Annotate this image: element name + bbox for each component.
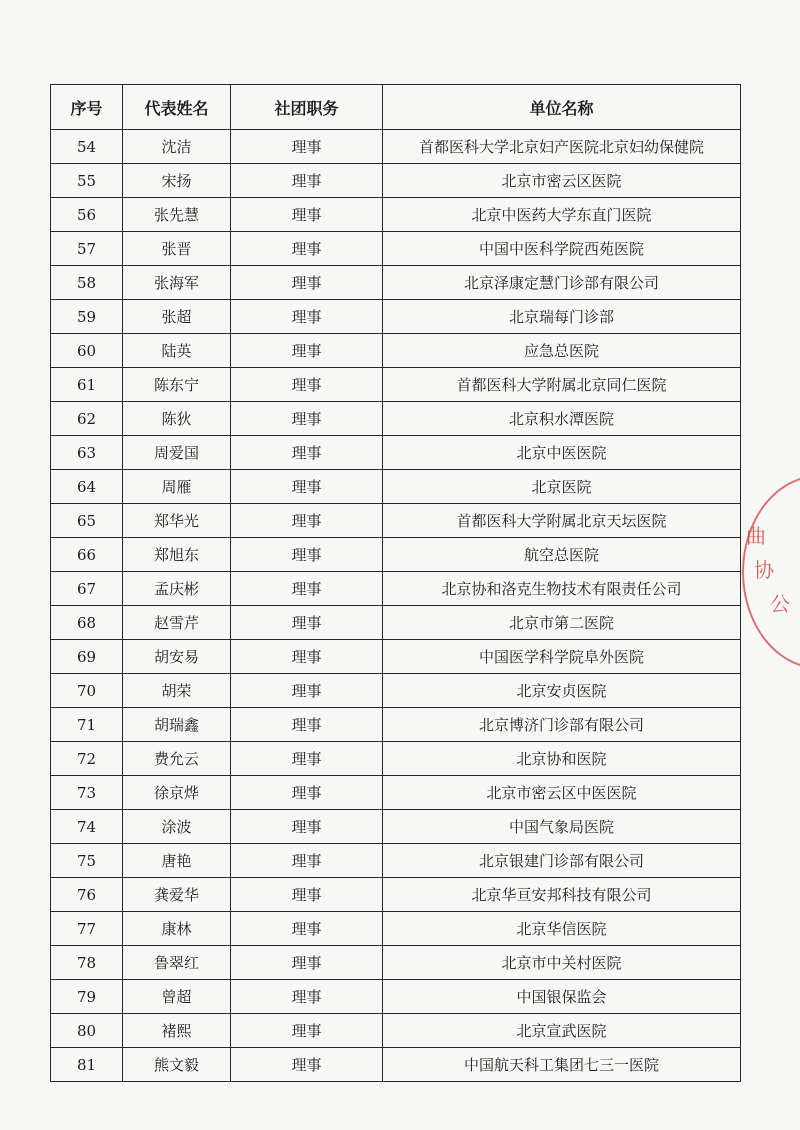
cell-serial-number: 55 xyxy=(51,164,123,198)
cell-society-position: 理事 xyxy=(231,436,383,470)
table-row xyxy=(51,946,741,980)
cell-representative-name: 张先慧 xyxy=(123,198,231,232)
cell-serial-number: 67 xyxy=(51,572,123,606)
cell-serial-number: 69 xyxy=(51,640,123,674)
table-row xyxy=(51,198,741,232)
cell-society-position: 理事 xyxy=(231,538,383,572)
table-row xyxy=(51,334,741,368)
cell-society-position: 理事 xyxy=(231,776,383,810)
cell-representative-name: 徐京烨 xyxy=(123,776,231,810)
cell-serial-number: 71 xyxy=(51,708,123,742)
cell-serial-number: 65 xyxy=(51,504,123,538)
cell-society-position: 理事 xyxy=(231,504,383,538)
header-society-position: 社团职务 xyxy=(231,85,383,130)
cell-organization-name: 北京医院 xyxy=(383,470,741,504)
cell-serial-number: 61 xyxy=(51,368,123,402)
table-row xyxy=(51,742,741,776)
cell-society-position: 理事 xyxy=(231,878,383,912)
cell-society-position: 理事 xyxy=(231,198,383,232)
cell-society-position: 理事 xyxy=(231,164,383,198)
cell-organization-name: 首都医科大学北京妇产医院北京妇幼保健院 xyxy=(383,130,741,164)
cell-serial-number: 54 xyxy=(51,130,123,164)
cell-organization-name: 北京积水潭医院 xyxy=(383,402,741,436)
cell-representative-name: 郑旭东 xyxy=(123,538,231,572)
cell-representative-name: 孟庆彬 xyxy=(123,572,231,606)
table-row xyxy=(51,640,741,674)
cell-organization-name: 中国航天科工集团七三一医院 xyxy=(383,1048,741,1082)
cell-organization-name: 中国气象局医院 xyxy=(383,810,741,844)
cell-representative-name: 张晋 xyxy=(123,232,231,266)
cell-serial-number: 64 xyxy=(51,470,123,504)
cell-society-position: 理事 xyxy=(231,368,383,402)
table-row xyxy=(51,368,741,402)
cell-society-position: 理事 xyxy=(231,1014,383,1048)
cell-organization-name: 应急总医院 xyxy=(383,334,741,368)
table-row xyxy=(51,708,741,742)
cell-organization-name: 北京市密云区中医医院 xyxy=(383,776,741,810)
cell-society-position: 理事 xyxy=(231,844,383,878)
cell-representative-name: 陈狄 xyxy=(123,402,231,436)
table-row xyxy=(51,844,741,878)
cell-serial-number: 56 xyxy=(51,198,123,232)
cell-society-position: 理事 xyxy=(231,266,383,300)
table-row xyxy=(51,1014,741,1048)
cell-society-position: 理事 xyxy=(231,606,383,640)
cell-serial-number: 63 xyxy=(51,436,123,470)
cell-organization-name: 北京银建门诊部有限公司 xyxy=(383,844,741,878)
cell-representative-name: 褚熙 xyxy=(123,1014,231,1048)
table-row xyxy=(51,266,741,300)
cell-representative-name: 陈东宁 xyxy=(123,368,231,402)
table-header-row xyxy=(51,85,741,130)
table-row xyxy=(51,436,741,470)
table-row xyxy=(51,130,741,164)
cell-representative-name: 胡荣 xyxy=(123,674,231,708)
cell-representative-name: 赵雪芹 xyxy=(123,606,231,640)
table-row xyxy=(51,470,741,504)
cell-serial-number: 72 xyxy=(51,742,123,776)
cell-organization-name: 航空总医院 xyxy=(383,538,741,572)
header-serial-number: 序号 xyxy=(51,85,123,130)
cell-representative-name: 鲁翠红 xyxy=(123,946,231,980)
seal-glyph: 曲 xyxy=(746,524,766,548)
cell-representative-name: 康林 xyxy=(123,912,231,946)
cell-organization-name: 中国银保监会 xyxy=(383,980,741,1014)
cell-serial-number: 70 xyxy=(51,674,123,708)
cell-representative-name: 熊文毅 xyxy=(123,1048,231,1082)
table-row xyxy=(51,674,741,708)
cell-organization-name: 北京协和洛克生物技术有限责任公司 xyxy=(383,572,741,606)
cell-organization-name: 北京博济门诊部有限公司 xyxy=(383,708,741,742)
cell-organization-name: 北京协和医院 xyxy=(383,742,741,776)
cell-serial-number: 74 xyxy=(51,810,123,844)
cell-representative-name: 涂波 xyxy=(123,810,231,844)
cell-organization-name: 中国中医科学院西苑医院 xyxy=(383,232,741,266)
table-row xyxy=(51,1048,741,1082)
cell-serial-number: 60 xyxy=(51,334,123,368)
cell-society-position: 理事 xyxy=(231,572,383,606)
table-row xyxy=(51,776,741,810)
cell-serial-number: 57 xyxy=(51,232,123,266)
cell-representative-name: 费允云 xyxy=(123,742,231,776)
member-roster-table xyxy=(50,84,741,1082)
seal-glyph: 公 xyxy=(770,592,790,616)
cell-organization-name: 中国医学科学院阜外医院 xyxy=(383,640,741,674)
cell-serial-number: 62 xyxy=(51,402,123,436)
cell-representative-name: 周雁 xyxy=(123,470,231,504)
cell-representative-name: 胡安易 xyxy=(123,640,231,674)
cell-society-position: 理事 xyxy=(231,742,383,776)
seal-glyph: 协 xyxy=(754,558,774,582)
cell-organization-name: 北京市第二医院 xyxy=(383,606,741,640)
cell-society-position: 理事 xyxy=(231,640,383,674)
cell-serial-number: 58 xyxy=(51,266,123,300)
table-row xyxy=(51,504,741,538)
cell-serial-number: 68 xyxy=(51,606,123,640)
cell-representative-name: 胡瑞鑫 xyxy=(123,708,231,742)
cell-society-position: 理事 xyxy=(231,300,383,334)
cell-society-position: 理事 xyxy=(231,810,383,844)
table-row xyxy=(51,300,741,334)
table-row xyxy=(51,572,741,606)
cell-representative-name: 沈洁 xyxy=(123,130,231,164)
cell-organization-name: 北京市中关村医院 xyxy=(383,946,741,980)
header-organization-name: 单位名称 xyxy=(383,85,741,130)
cell-serial-number: 80 xyxy=(51,1014,123,1048)
cell-representative-name: 张超 xyxy=(123,300,231,334)
table-row xyxy=(51,606,741,640)
cell-representative-name: 宋扬 xyxy=(123,164,231,198)
table-row xyxy=(51,878,741,912)
cell-society-position: 理事 xyxy=(231,708,383,742)
cell-society-position: 理事 xyxy=(231,674,383,708)
cell-organization-name: 北京中医医院 xyxy=(383,436,741,470)
cell-representative-name: 陆英 xyxy=(123,334,231,368)
cell-serial-number: 59 xyxy=(51,300,123,334)
table-row xyxy=(51,232,741,266)
cell-serial-number: 81 xyxy=(51,1048,123,1082)
cell-representative-name: 张海军 xyxy=(123,266,231,300)
cell-society-position: 理事 xyxy=(231,470,383,504)
table-row xyxy=(51,402,741,436)
cell-serial-number: 75 xyxy=(51,844,123,878)
cell-serial-number: 66 xyxy=(51,538,123,572)
table-row xyxy=(51,912,741,946)
cell-organization-name: 北京瑞每门诊部 xyxy=(383,300,741,334)
cell-serial-number: 79 xyxy=(51,980,123,1014)
header-representative-name: 代表姓名 xyxy=(123,85,231,130)
cell-society-position: 理事 xyxy=(231,130,383,164)
cell-society-position: 理事 xyxy=(231,334,383,368)
cell-society-position: 理事 xyxy=(231,402,383,436)
cell-organization-name: 北京安贞医院 xyxy=(383,674,741,708)
cell-organization-name: 北京市密云区医院 xyxy=(383,164,741,198)
cell-society-position: 理事 xyxy=(231,912,383,946)
table-row xyxy=(51,980,741,1014)
table-body xyxy=(51,130,741,1082)
cell-representative-name: 曾超 xyxy=(123,980,231,1014)
cell-organization-name: 北京泽康定慧门诊部有限公司 xyxy=(383,266,741,300)
cell-society-position: 理事 xyxy=(231,980,383,1014)
cell-serial-number: 76 xyxy=(51,878,123,912)
cell-organization-name: 北京华信医院 xyxy=(383,912,741,946)
cell-society-position: 理事 xyxy=(231,946,383,980)
cell-representative-name: 郑华光 xyxy=(123,504,231,538)
cell-serial-number: 77 xyxy=(51,912,123,946)
cell-serial-number: 78 xyxy=(51,946,123,980)
cell-organization-name: 北京宣武医院 xyxy=(383,1014,741,1048)
cell-representative-name: 龚爱华 xyxy=(123,878,231,912)
table-row xyxy=(51,810,741,844)
cell-society-position: 理事 xyxy=(231,1048,383,1082)
cell-organization-name: 首都医科大学附属北京同仁医院 xyxy=(383,368,741,402)
table-row xyxy=(51,538,741,572)
cell-serial-number: 73 xyxy=(51,776,123,810)
cell-society-position: 理事 xyxy=(231,232,383,266)
table-row xyxy=(51,164,741,198)
cell-organization-name: 首都医科大学附属北京天坛医院 xyxy=(383,504,741,538)
cell-representative-name: 唐艳 xyxy=(123,844,231,878)
cell-representative-name: 周爱国 xyxy=(123,436,231,470)
cell-organization-name: 北京华亘安邦科技有限公司 xyxy=(383,878,741,912)
cell-organization-name: 北京中医药大学东直门医院 xyxy=(383,198,741,232)
